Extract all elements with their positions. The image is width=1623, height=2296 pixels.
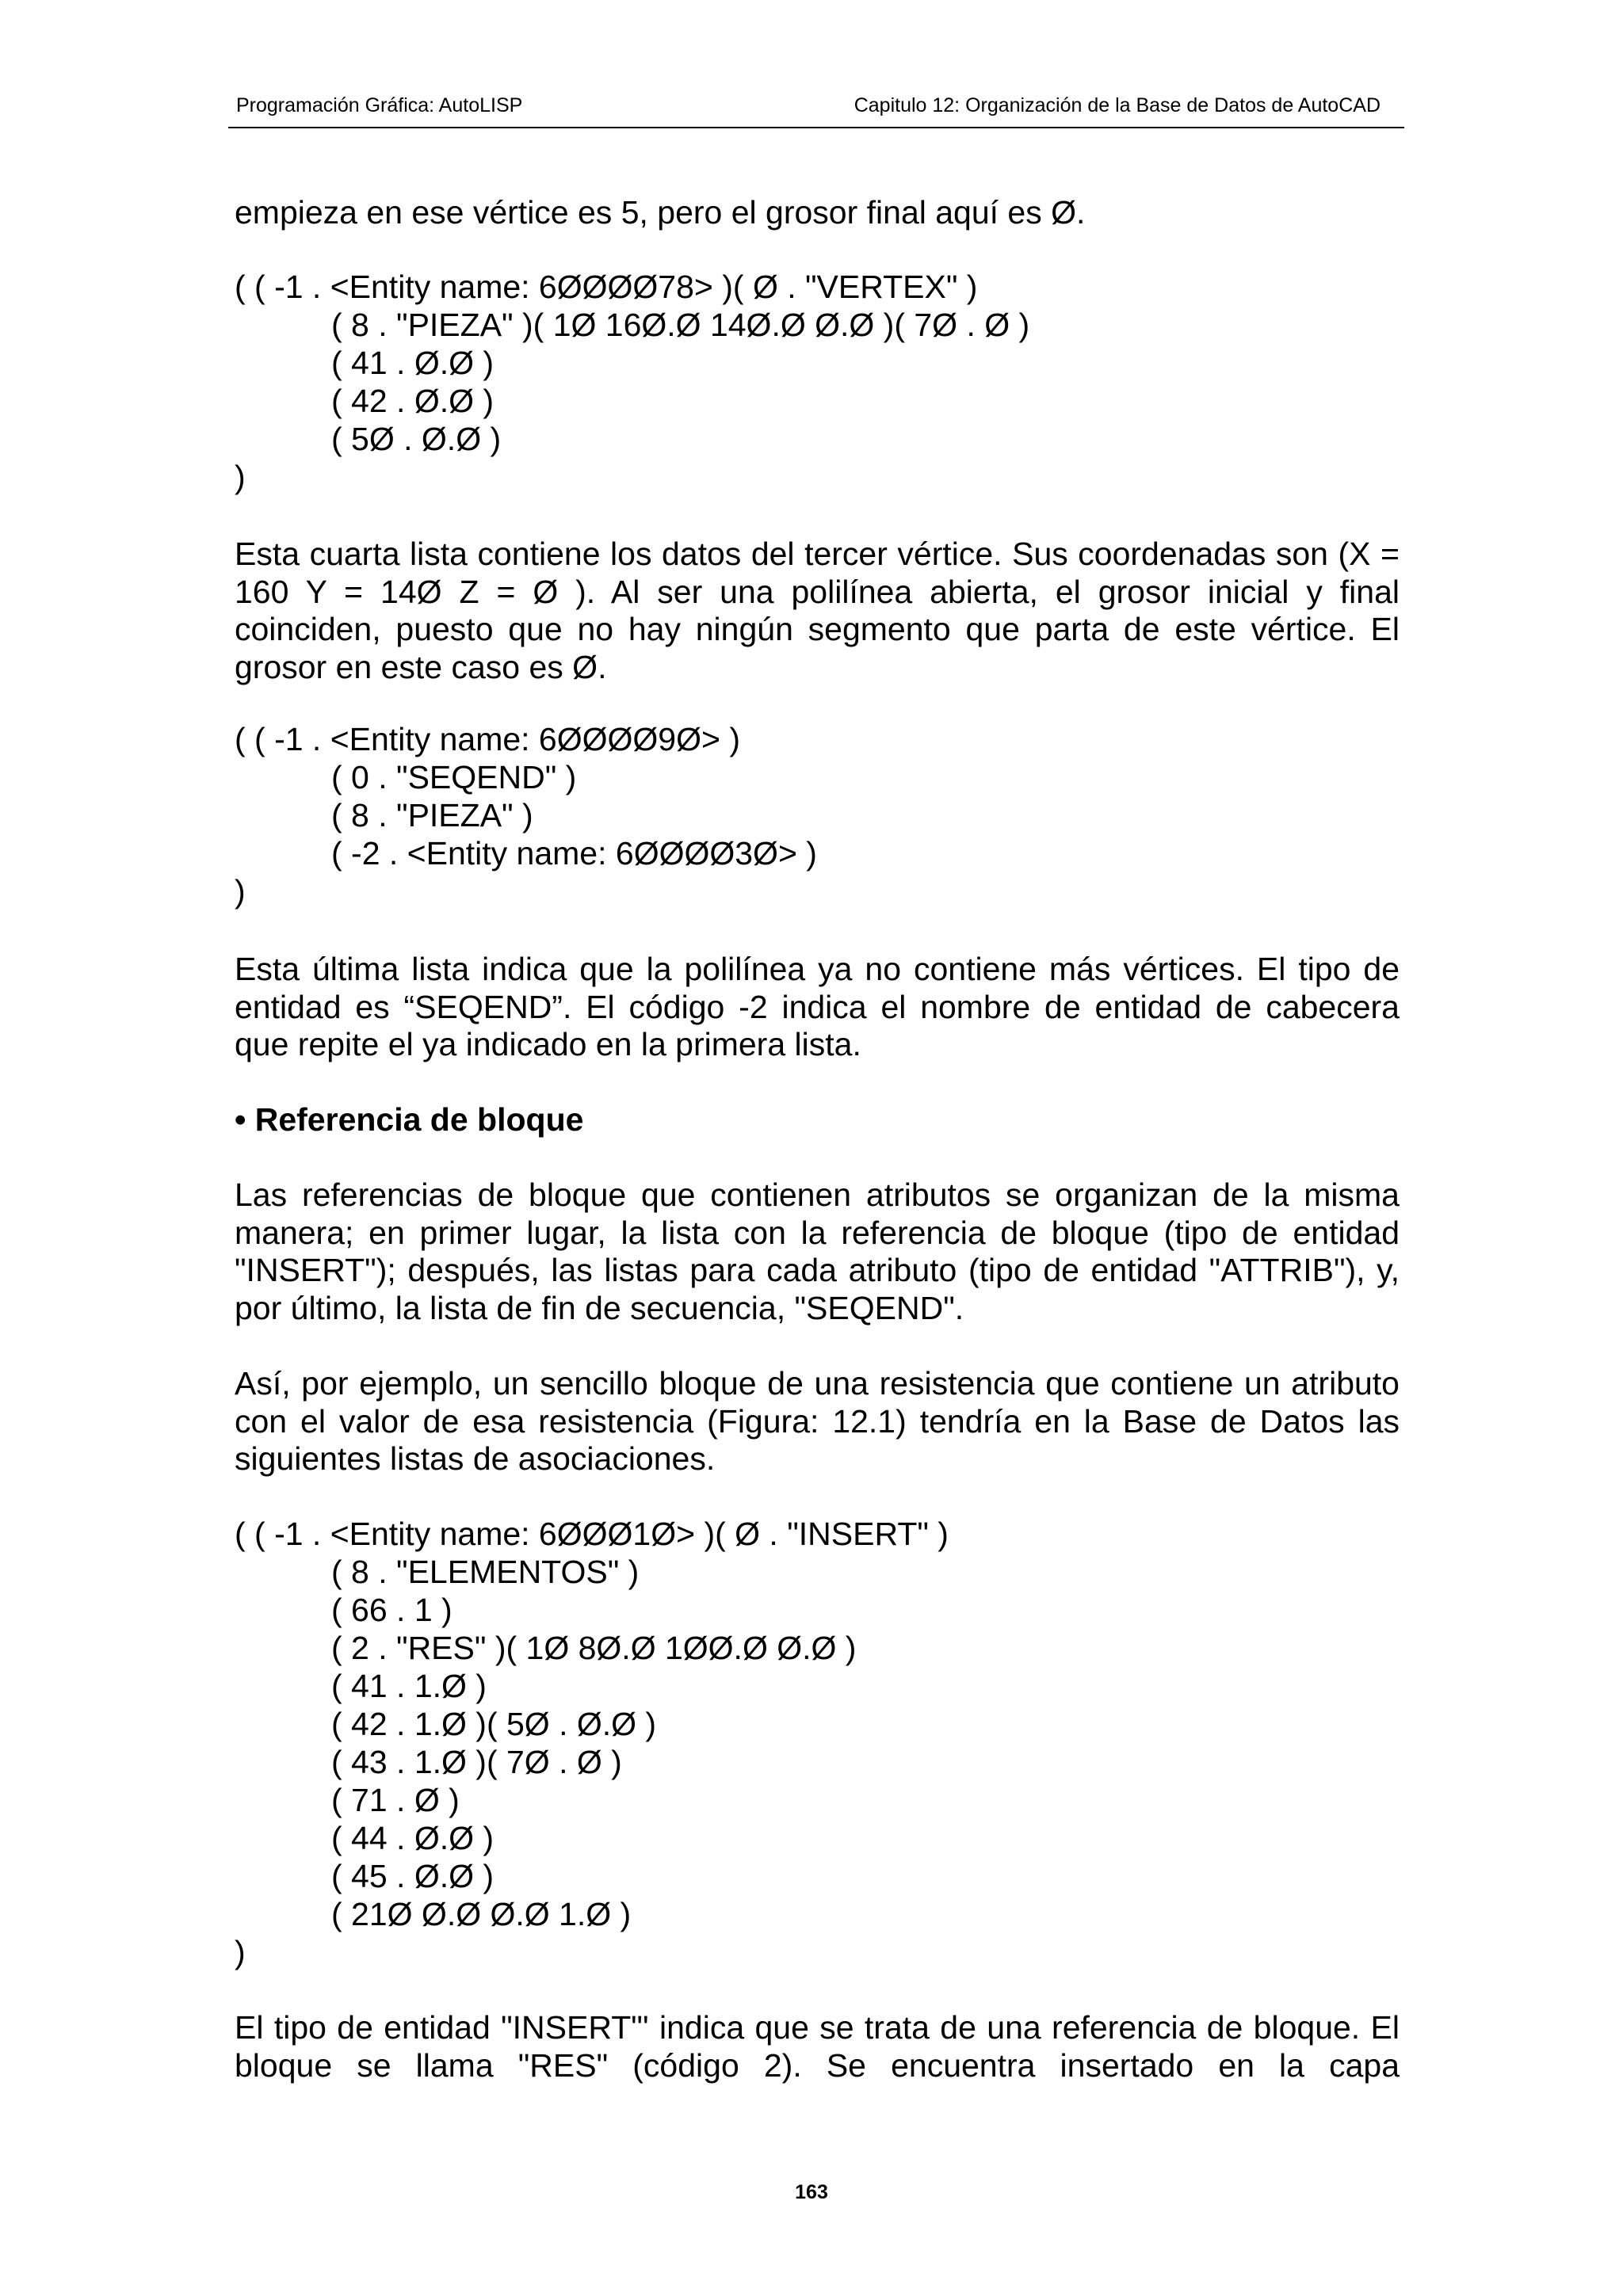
code3-line: ( 71 . Ø ) [331, 1782, 460, 1818]
code3-line: ( 43 . 1.Ø )( 7Ø . Ø ) [331, 1744, 622, 1780]
paragraph: Esta última lista indica que la polilínea ya no contiene más vértices. El tipo de entidad es “SEQEND”. El código -2 indica el nombre de entidad de cabecera que repite el ya indicado en la primera lista. [235, 951, 1400, 1062]
code3-line: ( 44 . Ø.Ø ) [331, 1820, 495, 1856]
code3-line: ( 45 . Ø.Ø ) [331, 1858, 495, 1894]
code3-line: ) [235, 1934, 246, 1970]
paragraph: El tipo de entidad "INSERT"' indica que se trata de una referencia de bloque. El bloque se llama "RES" (código 2). Se encuentra insertado en la capa [235, 2009, 1400, 2084]
code2-line: ) [235, 873, 246, 910]
code1-line: ( 42 . Ø.Ø ) [331, 383, 495, 419]
code3-line: ( 42 . 1.Ø )( 5Ø . Ø.Ø ) [331, 1706, 657, 1742]
code1-line: ( 8 . "PIEZA" )( 1Ø 16Ø.Ø 14Ø.Ø Ø.Ø )( 7Ø . Ø ) [331, 307, 1030, 343]
page-header [228, 92, 1404, 128]
code1-line: ) [235, 459, 246, 495]
paragraph: Así, por ejemplo, un sencillo bloque de una resistencia que contiene un atributo con el valor de esa resistencia (Figura: 12.1) tendría en la Base de Datos las siguientes listas de asociaciones. [235, 1365, 1400, 1477]
code1-line: ( 5Ø . Ø.Ø ) [331, 421, 502, 457]
code2-line: ( 8 . "PIEZA" ) [331, 797, 533, 833]
code3-line: ( 2 . "RES" )( 1Ø 8Ø.Ø 1ØØ.Ø Ø.Ø ) [331, 1630, 857, 1666]
code3-line: ( 41 . 1.Ø ) [331, 1668, 487, 1704]
header-right-chapter: Capitulo 12: Organización de la Base de Datos de AutoCAD [854, 94, 1381, 116]
code1-line: ( 41 . Ø.Ø ) [331, 345, 495, 381]
paragraph: Esta cuarta lista contiene los datos del tercer vértice. Sus coordenadas son (X = 160 Y = 14Ø Z = Ø ). Al ser una polilínea abierta, el grosor inicial y final coinciden, puesto que no hay ningún segmento que parta de este vértice. El grosor en este caso es Ø. [235, 536, 1400, 685]
page-number: 163 [795, 2181, 828, 2203]
code3-line: ( ( -1 . <Entity name: 6ØØØ1Ø> )( Ø . "INSERT" ) [235, 1516, 949, 1552]
code3-line: ( 21Ø Ø.Ø Ø.Ø 1.Ø ) [331, 1896, 632, 1932]
code3-line: ( 8 . "ELEMENTOS" ) [331, 1554, 640, 1590]
header-left-title: Programación Gráfica: AutoLISP [236, 94, 523, 116]
section-heading: • Referencia de bloque [235, 1101, 584, 1138]
code3-line: ( 66 . 1 ) [331, 1592, 453, 1628]
code1-line: ( ( -1 . <Entity name: 6ØØØØ78> )( Ø . "VERTEX" ) [235, 269, 978, 305]
code2-line: ( -2 . <Entity name: 6ØØØØ3Ø> ) [331, 835, 817, 871]
code2-line: ( ( -1 . <Entity name: 6ØØØØ9Ø> ) [235, 721, 740, 757]
paragraph: Las referencias de bloque que contienen atributos se organizan de la misma manera; en primer lugar, la lista con la referencia de bloque (tipo de entidad "INSERT"); después, las listas para cada atributo (tipo de entidad "ATTRIB"), y, por último, la lista de fin de secuencia, "SEQEND". [235, 1177, 1400, 1326]
intro-line: empieza en ese vértice es 5, pero el grosor final aquí es Ø. [235, 194, 1086, 231]
code2-line: ( 0 . "SEQEND" ) [331, 759, 577, 795]
